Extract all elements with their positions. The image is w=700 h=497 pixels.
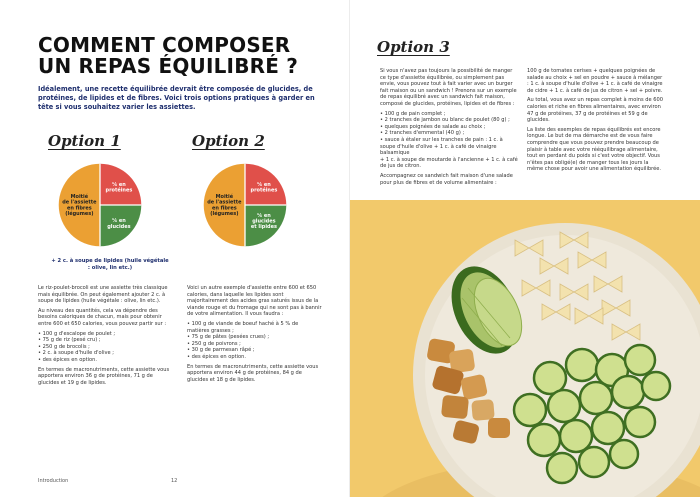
list-item: • 75 g de riz (pesé cru) ; (38, 337, 101, 344)
list-item: • 250 g de brocolis ; (38, 343, 90, 350)
paragraph: La liste des exemples de repas équilibrés est encore longue. Le but de ma démarche est de vous faire comprendre que vous pouvez prendre beaucoup de plaisir à table avec votre rééquilibrage alimentaire, tout en perdant du poids si c'est votre objectif. Vous n'êtes pas obligé(e) de manger tous les jours la même chose pour avoir une alimentation équilibrée. (527, 126, 661, 173)
glucides-lipides-label: ¼ en glucides et lipides (250, 213, 277, 231)
option-3-text-left (380, 68, 518, 189)
paragraph: 100 g de tomates cerises + quelques poignées de salade au choix + sel en poudre + sauce à mélanger : 1 c. à soupe d'huile d'olive + 1 c. à café de vinaigre de cidre + 1 c. à café de jus de citron + sel + poivre. (527, 68, 663, 94)
list-item: • 2 c. à soupe d'huile d'olive ; (38, 350, 114, 357)
fibres-label: Moitié de l'assiette en fibres (légumes) (62, 194, 97, 217)
paragraph: Au total, vous avez un repas complet à moins de 600 calories et riche en fibres alimentaires, avec environ 47 g de protéines, 37 g de protéines et 59 g de glucides. (527, 97, 663, 124)
list-item: • 100 g de pain complet ; (380, 110, 446, 117)
list-item: + 1 c. à soupe de moutarde à l'ancienne + 1 c. à café de jus de citron. (380, 156, 518, 170)
footer-section-label: Introduction (38, 478, 69, 484)
option-2-text (187, 285, 322, 386)
option-1-lipids-note: + 2 c. à soupe de lipides (huile végétale : olive, lin etc.) (51, 258, 169, 271)
page-number: 12 (171, 478, 178, 484)
proteins-label: ¼ en protéines (105, 182, 133, 194)
option-3-text-right (527, 68, 665, 176)
list-item: • 2 tranches d'emmental (40 g) ; (380, 130, 465, 137)
paragraph: En termes de macronutriments, cette assiette vous apportera environ 44 g de protéines, 84 g de glucides et 18 g de lipides. (187, 363, 319, 383)
page-title (38, 35, 338, 77)
list-item: • 2 tranches de jambon ou blanc de poulet (80 g) ; (380, 117, 510, 124)
paragraph: Le riz-poulet-brocoli est une assiette très classique mais équilibrée. On peut également ajouter 2 c. à soupe de lipides (huile végétale : olive, lin etc.). (38, 285, 168, 305)
option-1-text (38, 285, 173, 389)
paragraph: Voici un autre exemple d'assiette entre 600 et 650 calories, dans laquelle les lipides sont majoritairement des acides gras saturés issus de la viande rouge et du fromage qui ne sont pas à bannir de votre alimentation. Il vous faudra : (187, 285, 322, 318)
list-item: • quelques poignées de salade au choix ; (380, 123, 486, 130)
list-item: • 30 g de parmesan râpé ; (187, 347, 255, 354)
plate-illustration (350, 200, 700, 497)
option-1-plate-diagram (57, 162, 143, 248)
paragraph: Accompagnez ce sandwich fait maison d'une salade pour plus de fibres et de volume alimentaire : (380, 172, 513, 186)
list-item: • sauce à étaler sur les tranches de pain : 1 c. à soupe d'huile d'olive + 1 c. à café de vinaigre balsamique (380, 136, 503, 157)
fibres-label: Moitié de l'assiette en fibres (légumes) (207, 194, 242, 217)
paragraph: Si vous n'avez pas toujours la possibilité de manger ce type d'assiette équilibrée, ou simplement pas envie, vous pouvez tout à fait varier avec un burger fait maison ou un sandwich ! Prenons sur un exemple de repas équilibré avec un sandwich fait maison, composé de glucides, protéines, lipides et de fibres : (380, 68, 517, 107)
list-item: • des épices en option. (187, 353, 246, 360)
option-2-title: Option 2 (192, 132, 265, 150)
option-3-title: Option 3 (377, 38, 450, 56)
glucides-label: ¼ en glucides (107, 218, 131, 230)
option-1-title: Option 1 (48, 132, 121, 150)
list-item: • 250 g de poivrons ; (187, 340, 241, 347)
proteins-label: ¼ en protéines (250, 182, 278, 194)
title-line-1: COMMENT COMPOSER (38, 33, 291, 57)
title-line-2: UN REPAS ÉQUILIBRÉ ? (38, 54, 299, 78)
list-item: • des épices en option. (38, 356, 97, 363)
list-item: • 75 g de pâtes (pesées crues) ; (187, 334, 270, 341)
food-photo (350, 200, 700, 497)
list-item: • 100 g de viande de boeuf haché à 5 % de matières grasses ; (187, 320, 299, 334)
list-item: • 100 g d'escalope de poulet ; (38, 330, 116, 337)
right-page (350, 0, 700, 497)
paragraph: En termes de macronutriments, cette assiette vous apportera environ 36 g de protéines, 71 g de glucides et 19 g de lipides. (38, 366, 170, 386)
option-2-plate-diagram (202, 162, 288, 248)
intro-paragraph: Idéalement, une recette équilibrée devrait être composée de glucides, de protéines, de lipides et de fibres. Voici trois options pratiques à garder en tête si vous souhaitez varier les assiettes. (38, 85, 315, 111)
paragraph: Au niveau des quantités, cela va dépendre des besoins caloriques de chacun, mais pour obtenir entre 600 et 650 calories, vous pouvez partir sur : (38, 307, 167, 327)
